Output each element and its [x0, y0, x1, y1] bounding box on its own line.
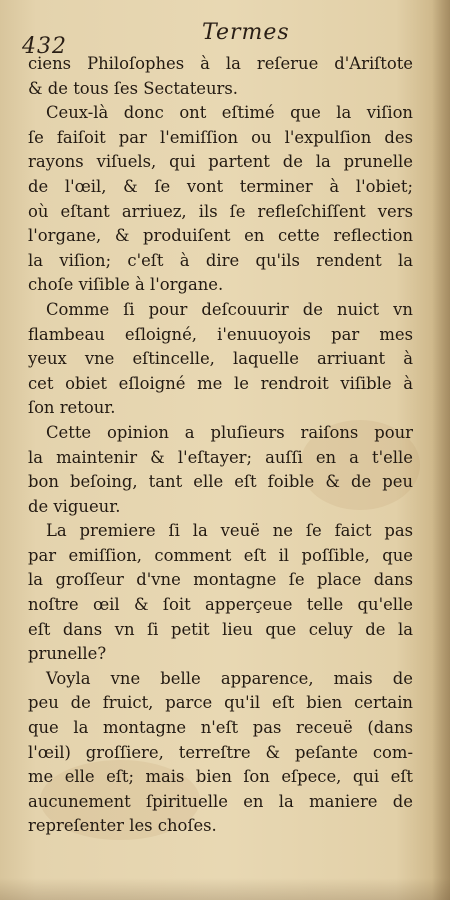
text-line: la groſſeur d'vne montagne ſe place dans [28, 570, 413, 590]
page-bottom-edge [0, 878, 450, 900]
text-line: eſt dans vn ſi petit lieu que celuy de la [28, 619, 413, 639]
page-gutter-shadow [432, 0, 450, 900]
text-line: rayons viſuels, qui partent de la prunelle [28, 152, 413, 172]
text-line: Voyla vne belle apparence, mais de [46, 668, 413, 688]
text-line: yeux vne eſtincelle, laquelle arriuant à [28, 349, 413, 369]
text-line: de vigueur. [28, 496, 121, 516]
text-line: l'œil) groſſiere, terreſtre & peſante com- [28, 742, 413, 762]
text-line: prunelle? [28, 644, 107, 664]
text-line: ſon retour. [28, 398, 116, 418]
text-line: cet obiet eſloigné me le rendroit viſible à [28, 373, 413, 393]
text-line: La premiere ſi la veuë ne ſe faict pas [46, 521, 413, 541]
text-line: me elle eſt; mais bien ſon eſpece, qui eſt [28, 767, 413, 787]
text-line: choſe viſible à l'organe. [28, 275, 224, 295]
text-line: l'organe, & produiſent en cette reflection [28, 226, 413, 246]
text-line: Comme ſi pour deſcouurir de nuict vn [46, 299, 413, 319]
page-header [22, 20, 422, 59]
text-line: la viſion; c'eſt à dire qu'ils rendent la [28, 250, 413, 270]
text-line: aucunement ſpirituelle en la maniere de [28, 791, 413, 811]
text-line: flambeau eſloigné, i'enuuoyois par mes [28, 324, 413, 344]
body-text [28, 52, 413, 839]
text-line: de l'œil, & ſe vont terminer à l'obiet; [28, 176, 413, 196]
text-line: où eſtant arriuez, ils ſe refleſchiſſent vers [28, 201, 413, 221]
text-line: & de tous ſes Sectateurs. [28, 78, 238, 98]
text-line: repreſenter les choſes. [28, 816, 217, 836]
text-line: bon beſoing, tant elle eſt foible & de peu [28, 472, 413, 492]
text-line: la maintenir & l'eſtayer; auſſi en a t'elle [28, 447, 413, 467]
running-head: Termes [202, 20, 290, 45]
text-line: Cette opinion a pluſieurs raiſons pour [46, 422, 413, 442]
text-line: Ceux-là donc ont eſtimé que la viſion [46, 103, 413, 123]
text-line: ciens Philoſophes à la reſerue d'Ariſtote [28, 54, 413, 73]
text-line: par emiſſion, comment eſt il poſſible, que [28, 545, 413, 565]
text-line: peu de fruict, parce qu'il eſt bien certain [28, 693, 413, 713]
text-line: ſe faiſoit par l'emiſſion ou l'expulſion des [28, 127, 413, 147]
text-line: noſtre œil & ſoit apperçeue telle qu'elle [28, 595, 413, 615]
page-number: 432 [22, 34, 67, 59]
text-line: que la montagne n'eſt pas receuë (dans [28, 718, 413, 738]
